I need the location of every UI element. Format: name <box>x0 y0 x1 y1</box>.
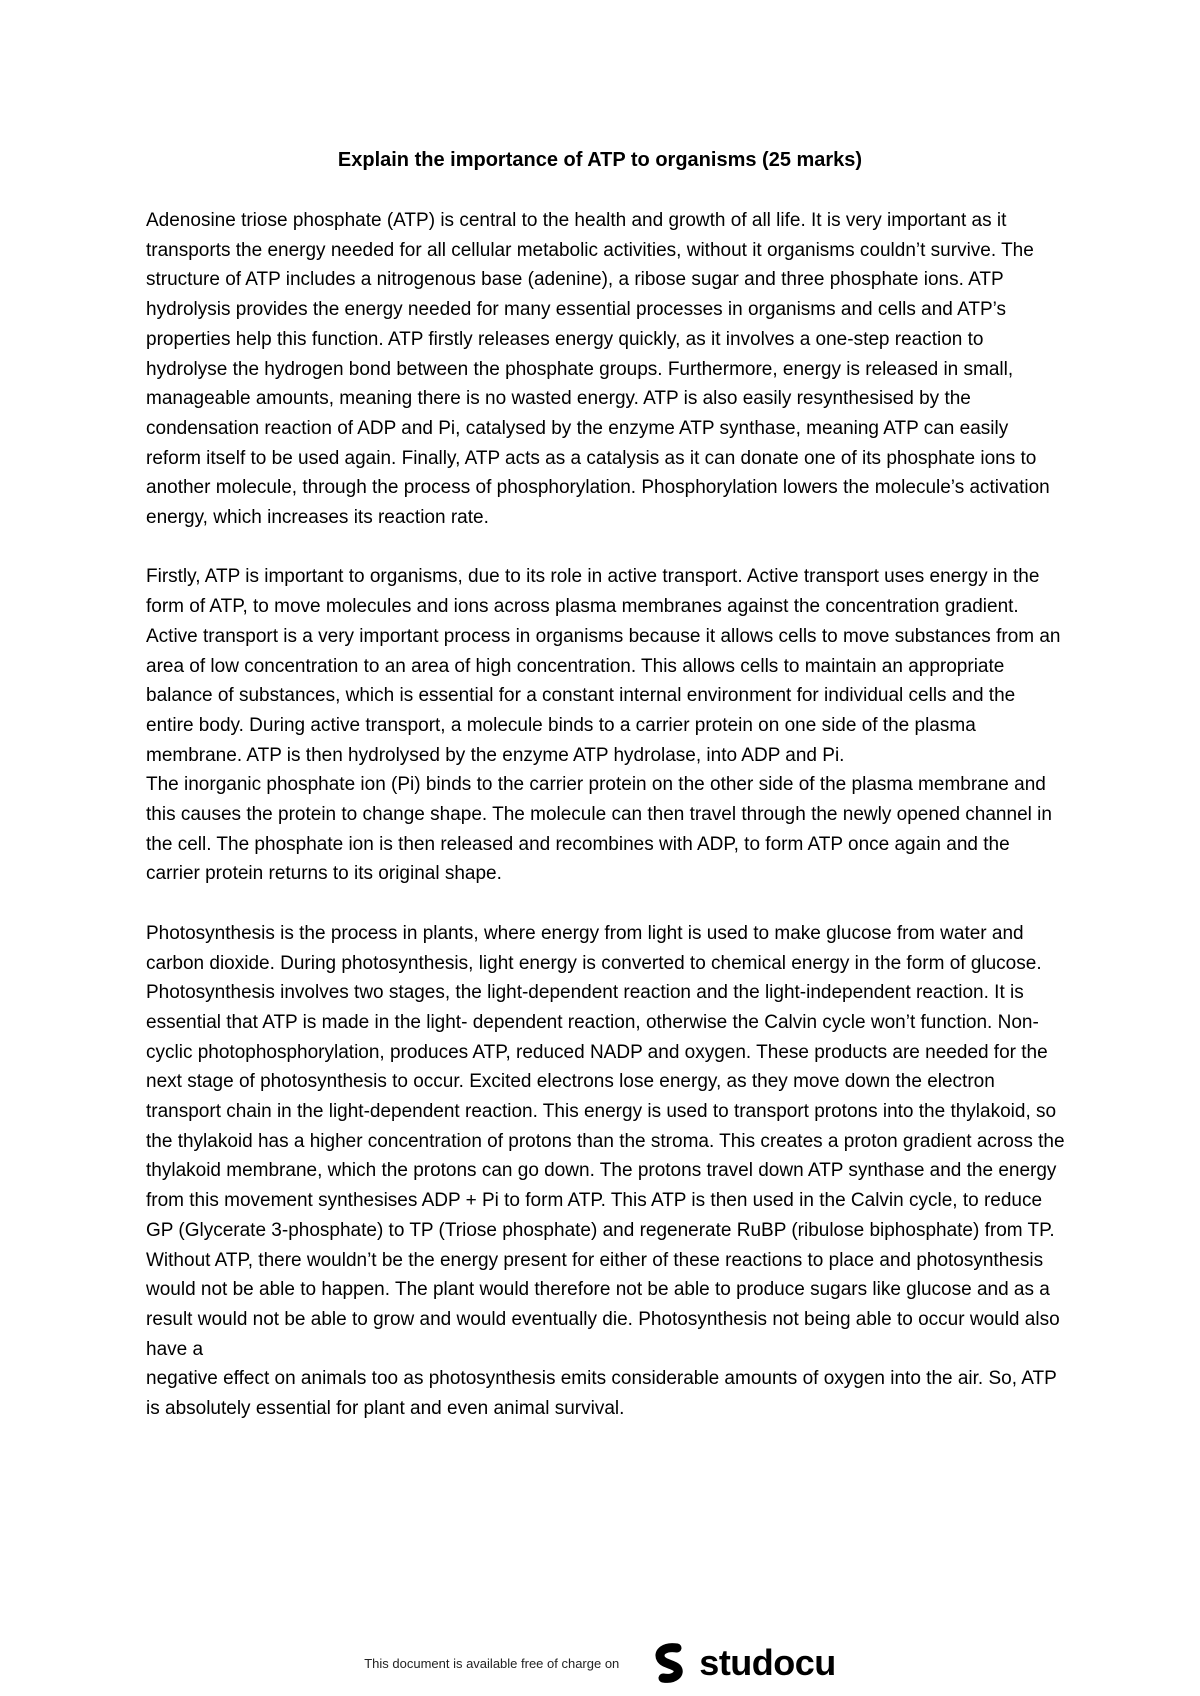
studocu-wordmark: studocu <box>699 1642 836 1683</box>
paragraph-active-transport: Firstly, ATP is important to organisms, due to its role in active transport. Active transport uses energy in the form of ATP, to move molecules and ions across plasma membranes against the concentration gradient. Active transport is a very important process in organisms because it allows cells to move substances from an area of low concentration to an area of high concentration. This allows cells to maintain an appropriate balance of substances, which is essential for a constant internal environment for individual cells and the entire body. During active transport, a molecule binds to a carrier protein on one side of the plasma membrane. ATP is then hydrolysed by the enzyme ATP hydrolase, into ADP and Pi. <box>146 566 1061 766</box>
document-body <box>146 206 1068 1424</box>
paragraph-carrier-protein: The inorganic phosphate ion (Pi) binds to the carrier protein on the other side of the plasma membrane and this causes the protein to change shape. The molecule can then travel through the newly opened channel in the cell. The phosphate ion is then released and recombines with ADP, to form ATP once again and the carrier protein returns to its original shape. <box>146 774 1052 885</box>
paragraph-spacer <box>146 533 1068 563</box>
paragraph-conclusion: negative effect on animals too as photosynthesis emits considerable amounts of oxygen into the air. So, ATP is absolutely essential for plant and even animal survival. <box>146 1368 1057 1420</box>
studocu-logo-icon <box>647 1640 693 1686</box>
footer-note: This document is available free of charge on <box>364 1655 620 1671</box>
footer <box>0 1640 1200 1686</box>
studocu-brand[interactable] <box>647 1640 836 1686</box>
paragraph-spacer <box>146 889 1068 919</box>
document-title: Explain the importance of ATP to organisms (25 marks) <box>337 149 863 171</box>
paragraph-intro: Adenosine triose phosphate (ATP) is central to the health and growth of all life. It is very important as it transports the energy needed for all cellular metabolic activities, without it organisms couldn’t survive. The structure of ATP includes a nitrogenous base (adenine), a ribose sugar and three phosphate ions. ATP hydrolysis provides the energy needed for many essential processes in organisms and cells and ATP’s properties help this function. ATP firstly releases energy quickly, as it involves a one-step reaction to hydrolyse the hydrogen bond between the phosphate groups. Furthermore, energy is released in small, manageable amounts, meaning there is no wasted energy. ATP is also easily resynthesised by the condensation reaction of ADP and Pi, catalysed by the enzyme ATP synthase, meaning ATP can easily reform itself to be used again. Finally, ATP acts as a catalysis as it can donate one of its phosphate ions to another molecule, through the process of phosphorylation. Phosphorylation lowers the molecule’s activation energy, which increases its reaction rate. <box>146 210 1050 529</box>
paragraph-photosynthesis: Photosynthesis is the process in plants, where energy from light is used to make glucose from water and carbon dioxide. During photosynthesis, light energy is converted to chemical energy in the form of glucose. Photosynthesis involves two stages, the light-dependent reaction and the light-independent reaction. It is essential that ATP is made in the light- dependent reaction, otherwise the Calvin cycle won’t function. Non-cyclic photophosphorylation, produces ATP, reduced NADP and oxygen. These products are needed for the next stage of photosynthesis to occur. Excited electrons lose energy, as they move down the electron transport chain in the light-dependent reaction. This energy is used to transport protons into the thylakoid, so the thylakoid has a higher concentration of protons than the stroma. This creates a proton gradient across the thylakoid membrane, which the protons can go down. The protons travel down ATP synthase and the energy from this movement synthesises ADP + Pi to form ATP. This ATP is then used in the Calvin cycle, to reduce GP (Glycerate 3-phosphate) to TP (Triose phosphate) and regenerate RuBP (ribulose biphosphate) from TP. Without ATP, there wouldn’t be the energy present for either of these reactions to place and photosynthesis would not be able to happen. The plant would therefore not be able to produce sugars like glucose and as a result would not be able to grow and would eventually die. Photosynthesis not being able to occur would also have a <box>146 922 1065 1360</box>
